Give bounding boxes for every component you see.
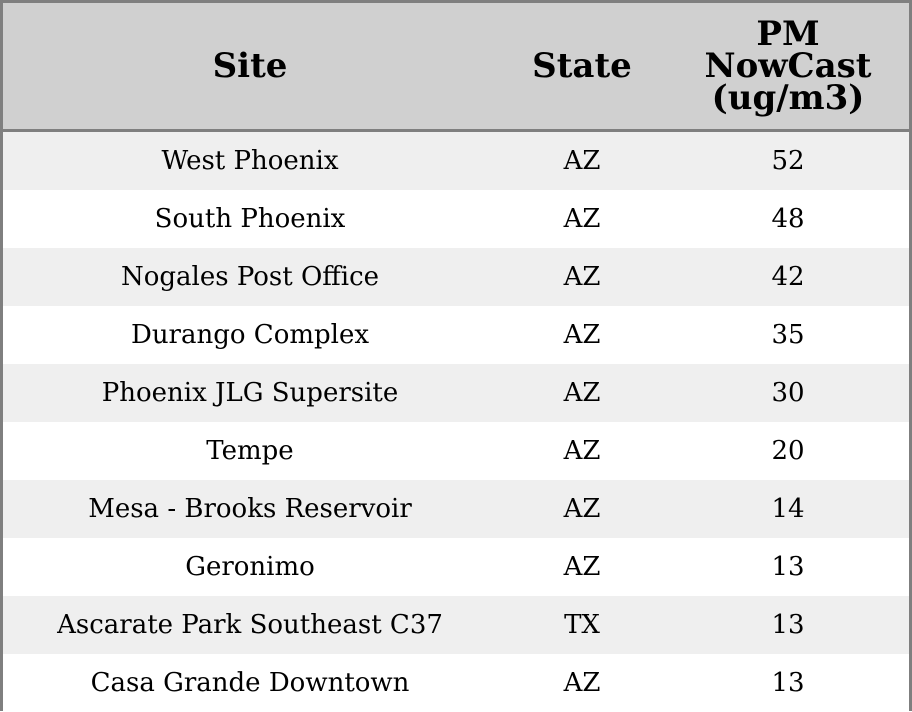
table-row [3,654,909,712]
state-cell: AZ [563,146,601,176]
state-cell: AZ [563,668,601,698]
pm-nowcast-cell: 42 [771,262,805,292]
state-cell: AZ [563,436,601,466]
table-row [3,422,909,480]
table-body [3,132,909,712]
site-cell: Durango Complex [130,320,370,350]
pm-nowcast-cell: 48 [771,204,805,234]
table-row [3,480,909,538]
state-cell: AZ [563,378,601,408]
site-cell: Geronimo [185,552,315,582]
table-row [3,248,909,306]
state-cell: TX [564,610,600,640]
table-header-row [3,3,909,132]
pm-nowcast-cell: 35 [771,320,805,350]
pm-nowcast-cell: 13 [771,668,805,698]
column-header-state-label: State [532,46,632,86]
column-header-pm-line1: PM [756,14,820,54]
state-cell: AZ [563,204,601,234]
column-header-site [3,3,497,129]
site-cell: Phoenix JLG Supersite [101,378,399,408]
column-header-pm-nowcast-label [704,14,872,118]
pm-nowcast-cell: 20 [771,436,805,466]
site-cell: Tempe [206,436,294,466]
site-cell: Casa Grande Downtown [90,668,410,698]
pm-nowcast-cell: 14 [771,494,805,524]
state-cell: AZ [563,552,601,582]
table-row [3,190,909,248]
site-cell: Ascarate Park Southeast C37 [57,610,443,640]
pm-nowcast-cell: 13 [771,610,805,640]
table-row [3,538,909,596]
site-cell: Nogales Post Office [120,262,380,292]
table-row [3,596,909,654]
table-row [3,306,909,364]
site-cell: South Phoenix [154,204,346,234]
site-cell: West Phoenix [161,146,339,176]
table-row [3,364,909,422]
column-header-pm-nowcast [667,3,909,129]
column-header-pm-line2: NowCast [704,46,872,86]
pm-nowcast-cell: 52 [771,146,805,176]
state-cell: AZ [563,320,601,350]
column-header-site-label: Site [212,46,288,86]
state-cell: AZ [563,494,601,524]
pm-nowcast-cell: 30 [771,378,805,408]
site-cell: Mesa - Brooks Reservoir [88,494,412,524]
column-header-pm-line3: (ug/m3) [711,78,865,118]
column-header-state [497,3,667,129]
table-row [3,132,909,190]
pm-nowcast-cell: 13 [771,552,805,582]
state-cell: AZ [563,262,601,292]
